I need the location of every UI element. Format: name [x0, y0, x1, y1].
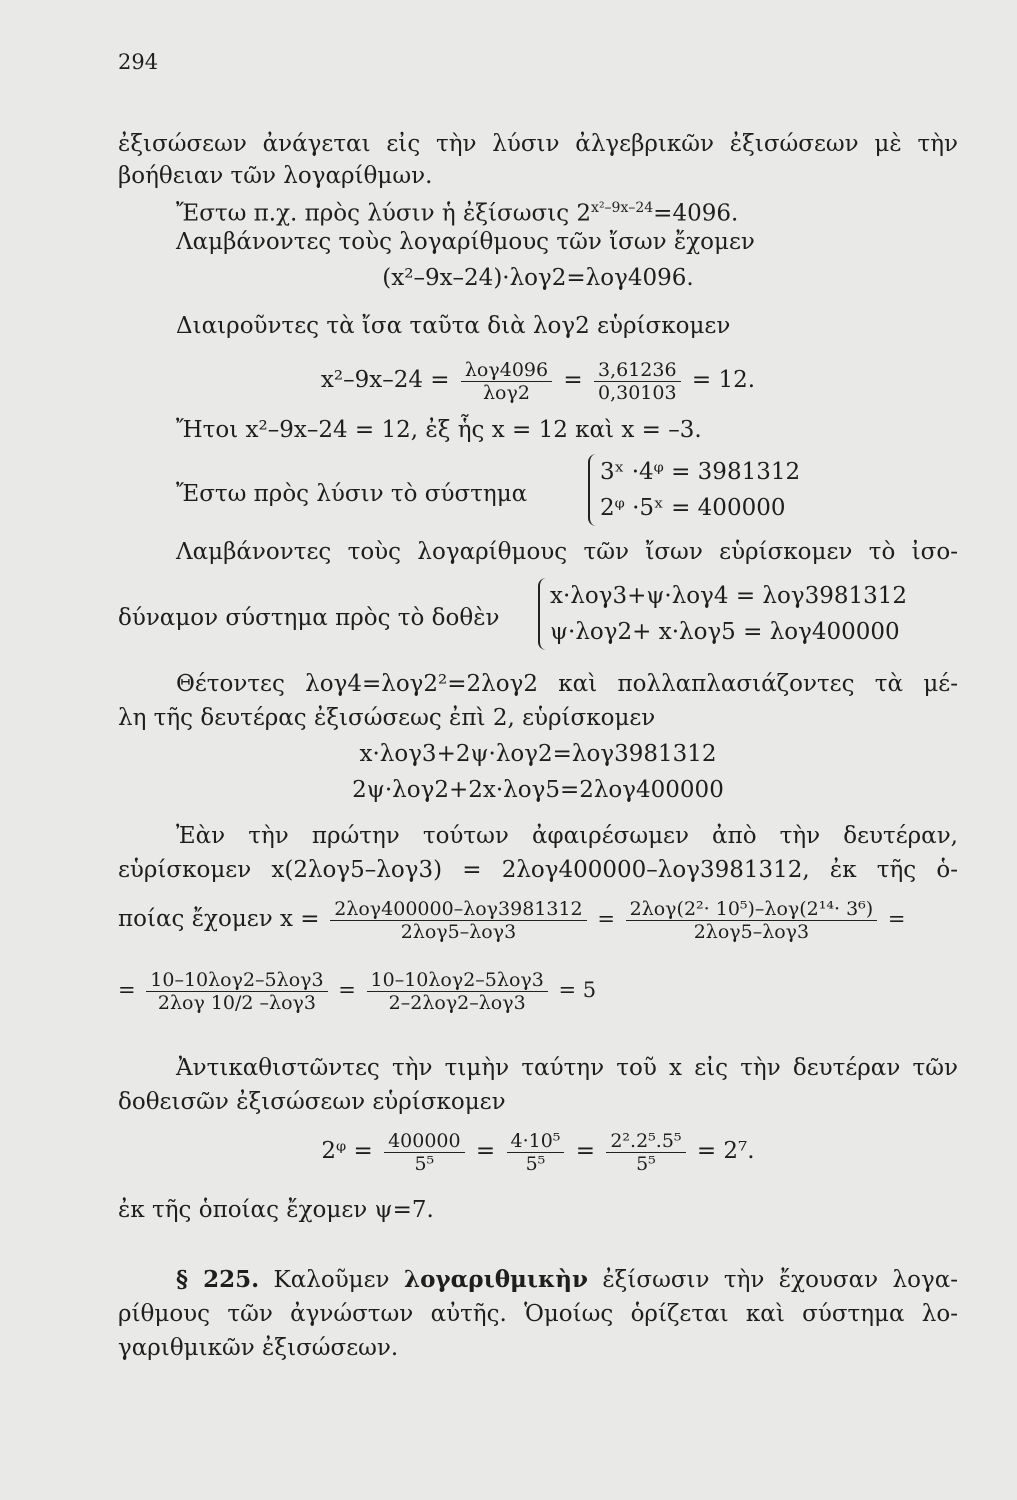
eq-left: x²–9x–24 =: [320, 367, 450, 393]
text-line: [118, 192, 958, 230]
text-line: ρίθμους τῶν ἀγνώστων αὐτῆς. Ὁμοίως ὁρίζεται καὶ σύστημα λο-: [118, 1301, 958, 1327]
text-line: Ἀντικαθιστῶντες τὴν τιμὴν ταύτην τοῦ x εἰς τὴν δευτέραν τῶν: [176, 1055, 958, 1081]
text-run: Καλοῦμεν: [259, 1267, 404, 1293]
system-eq: ψ·λογ2+ x·λογ5 = λογ400000: [550, 619, 900, 645]
equation: ποίας ἔχομεν x = $\frac{\text{2λογ400000–λογ3981312}}{\text{2λογ5–λογ3}}$ = $\frac{\text{2λογ(2²· 10⁵)–λογ(2¹⁴· 3⁶)}}{\text{2λογ5–λογ3}}$ =: [118, 898, 906, 943]
equation: x·λογ3+2ψ·λογ2=λογ3981312: [359, 741, 717, 767]
text-line: λη τῆς δευτέρας ἐξισώσεως ἐπὶ 2, εὑρίσκομεν: [118, 705, 656, 731]
page-number: 294: [118, 50, 159, 74]
text-line: Ἐὰν τὴν πρώτην τούτων ἀφαιρέσωμεν ἀπὸ τὴν δευτέραν,: [176, 823, 958, 849]
fraction: [146, 969, 327, 1014]
text-line: γαριθμικῶν ἐξισώσεων.: [118, 1335, 399, 1361]
equation: = $\frac{\text{10–10λογ2–5λογ3}}{\text{2λογ 10/2 –λογ3}}$ = $\frac{\text{10–10λογ2–5λογ3}}{\text{2–2λογ2–λογ3}}$ = 5: [118, 969, 597, 1014]
exponent: x²–9x–24: [591, 200, 654, 216]
text-run: Ἔστω π.χ. πρὸς λύσιν ἡ ἐξίσωσις 2: [176, 200, 592, 227]
eq-right: = 2⁷.: [696, 1138, 755, 1164]
denominator: 0,30103: [598, 381, 677, 404]
text-line: Διαιροῦντες τὰ ἴσα ταῦτα διὰ λογ2 εὑρίσκομεν: [176, 313, 731, 339]
numerator: 400000: [384, 1130, 465, 1153]
equation: 2ᵠ = $\frac{400000}{\text{5⁵}}$ = $\frac{\text{4·10⁵}}{\text{5⁵}}$ = $\frac{\text{2².2⁵.5⁵}}{\text{5⁵}}$ = 2⁷.: [321, 1129, 755, 1175]
denominator: 5⁵: [414, 1152, 435, 1175]
section-heading-line: [118, 1264, 958, 1296]
numerator: 10–10λογ2–5λογ3: [146, 969, 327, 992]
denominator: 5⁵: [525, 1152, 546, 1175]
fraction: [594, 359, 681, 404]
fraction: [384, 1130, 465, 1175]
denominator: 2–2λογ2–λογ3: [388, 992, 526, 1014]
text-line: εὑρίσκομεν x(2λογ5–λογ3) = 2λογ400000–λογ3981312, ἐκ τῆς ὁ-: [118, 857, 958, 883]
section-number: § 225.: [176, 1266, 260, 1293]
text-line: ἐξισώσεων ἀνάγεται εἰς τὴν λύσιν ἀλγεβρικῶν ἐξισώσεων μὲ τὴν: [118, 131, 958, 157]
system-line: [118, 454, 958, 534]
text-run: =4096.: [653, 200, 739, 227]
text-run: ποίας ἔχομεν x =: [118, 906, 320, 932]
text-run: δύναμον σύστημα πρὸς τὸ δοθὲν: [118, 605, 500, 631]
system-eq: 2ᵠ ·5ˣ = 400000: [600, 495, 786, 521]
fraction: [330, 898, 586, 943]
eq-right: = 12.: [691, 367, 756, 393]
text-run: Ἔστω πρὸς λύσιν τὸ σύστημα: [176, 481, 528, 507]
system-eq: x·λογ3+ψ·λογ4 = λογ3981312: [550, 583, 908, 609]
text-line: Ἤτοι x²–9x–24 = 12, ἐξ ἧς x = 12 καὶ x = –3.: [176, 417, 702, 443]
fraction: [626, 898, 878, 943]
text-line: Λαμβάνοντες τοὺς λογαρίθμους τῶν ἴσων ἔχομεν: [176, 229, 755, 255]
fraction: [367, 969, 548, 1014]
denominator: λογ2: [483, 381, 530, 404]
equation-system: [588, 454, 800, 526]
equation: 2ψ·λογ2+2x·λογ5=2λογ400000: [352, 777, 724, 803]
fraction: [461, 359, 552, 404]
fraction: [507, 1130, 565, 1175]
numerator: 2λογ400000–λογ3981312: [330, 898, 586, 921]
fraction: [606, 1130, 685, 1175]
denominator: 2λογ 10/2 –λογ3: [157, 992, 316, 1014]
numerator: 4·10⁵: [507, 1130, 565, 1153]
denominator: 2λογ5–λογ3: [693, 921, 810, 943]
text-run: ἐξίσωσιν τὴν ἔχουσαν λογα-: [587, 1267, 959, 1293]
eq-left: 2ᵠ =: [321, 1138, 373, 1164]
text-line: Λαμβάνοντες τοὺς λογαρίθμους τῶν ἴσων εὑρίσκομεν τὸ ἰσο-: [176, 539, 958, 565]
equation: (x²–9x–24)·λογ2=λογ4096.: [382, 265, 694, 291]
numerator: λογ4096: [461, 359, 552, 382]
equation: x²–9x–24 = $\frac{\text{λογ4096}}{\text{λογ2}}$ = $\frac{3,61236}{0,30103}$ = 12.: [320, 358, 756, 404]
numerator: 10–10λογ2–5λογ3: [367, 969, 548, 992]
numerator: 3,61236: [594, 359, 681, 382]
denominator: 2λογ5–λογ3: [400, 921, 517, 943]
equation-system: [538, 578, 907, 650]
text-line: δοθεισῶν ἐξισώσεων εὑρίσκομεν: [118, 1089, 506, 1115]
text-line: ἐκ τῆς ὁποίας ἔχομεν ψ=7.: [118, 1197, 434, 1223]
denominator: 5⁵: [636, 1152, 656, 1175]
numerator: 2λογ(2²· 10⁵)–λογ(2¹⁴· 3⁶): [626, 898, 878, 921]
numerator: 2².2⁵.5⁵: [606, 1130, 685, 1153]
text-line: βοήθειαν τῶν λογαρίθμων.: [118, 163, 433, 189]
result: = 5: [558, 978, 597, 1002]
text-line: Θέτοντες λογ4=λογ2²=2λογ2 καὶ πολλαπλασιάζοντες τὰ μέ-: [176, 671, 958, 697]
system-eq: 3ˣ ·4ᵠ = 3981312: [600, 459, 801, 485]
system-line: [118, 578, 958, 654]
defined-term: λογαριθμικὴν: [403, 1266, 588, 1293]
